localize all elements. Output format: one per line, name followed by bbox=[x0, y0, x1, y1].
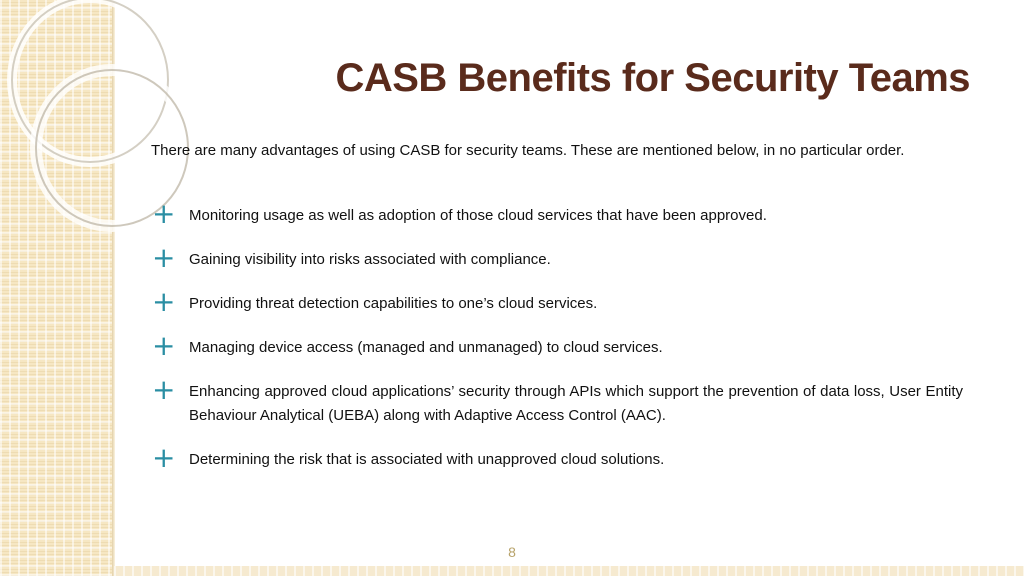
list-item-text: Managing device access (managed and unmanaged) to cloud services. bbox=[189, 339, 663, 356]
slide-title: CASB Benefits for Security Teams bbox=[335, 56, 970, 100]
intro-paragraph: There are many advantages of using CASB for security teams. These are mentioned below, in no particular order. bbox=[151, 142, 905, 159]
plus-bullet-icon: + bbox=[152, 329, 176, 362]
plus-bullet-icon: + bbox=[152, 197, 176, 230]
plus-bullet-icon: + bbox=[152, 241, 176, 274]
plus-bullet-icon: + bbox=[152, 373, 176, 406]
benefits-list bbox=[151, 197, 963, 474]
list-item bbox=[151, 441, 963, 474]
list-item-text: Providing threat detection capabilities to one’s cloud services. bbox=[189, 295, 598, 312]
list-item bbox=[151, 285, 963, 318]
list-item-text: Gaining visibility into risks associated with compliance. bbox=[189, 251, 551, 268]
decorative-bottom-band bbox=[114, 566, 1024, 576]
list-item bbox=[151, 373, 963, 428]
page-number: 8 bbox=[508, 544, 516, 560]
list-item-text: Enhancing approved cloud applications’ security through APIs which support the prevention of data loss, User Entity Behaviour Analytical (UEBA) along with Adaptive Access Control (AAC). bbox=[189, 383, 963, 424]
list-item bbox=[151, 197, 963, 230]
list-item-text: Determining the risk that is associated with unapproved cloud solutions. bbox=[189, 451, 665, 468]
plus-bullet-icon: + bbox=[152, 285, 176, 318]
plus-bullet-icon: + bbox=[152, 441, 176, 474]
list-item-text: Monitoring usage as well as adoption of those cloud services that have been approved. bbox=[189, 207, 767, 224]
list-item bbox=[151, 329, 963, 362]
list-item bbox=[151, 241, 963, 274]
